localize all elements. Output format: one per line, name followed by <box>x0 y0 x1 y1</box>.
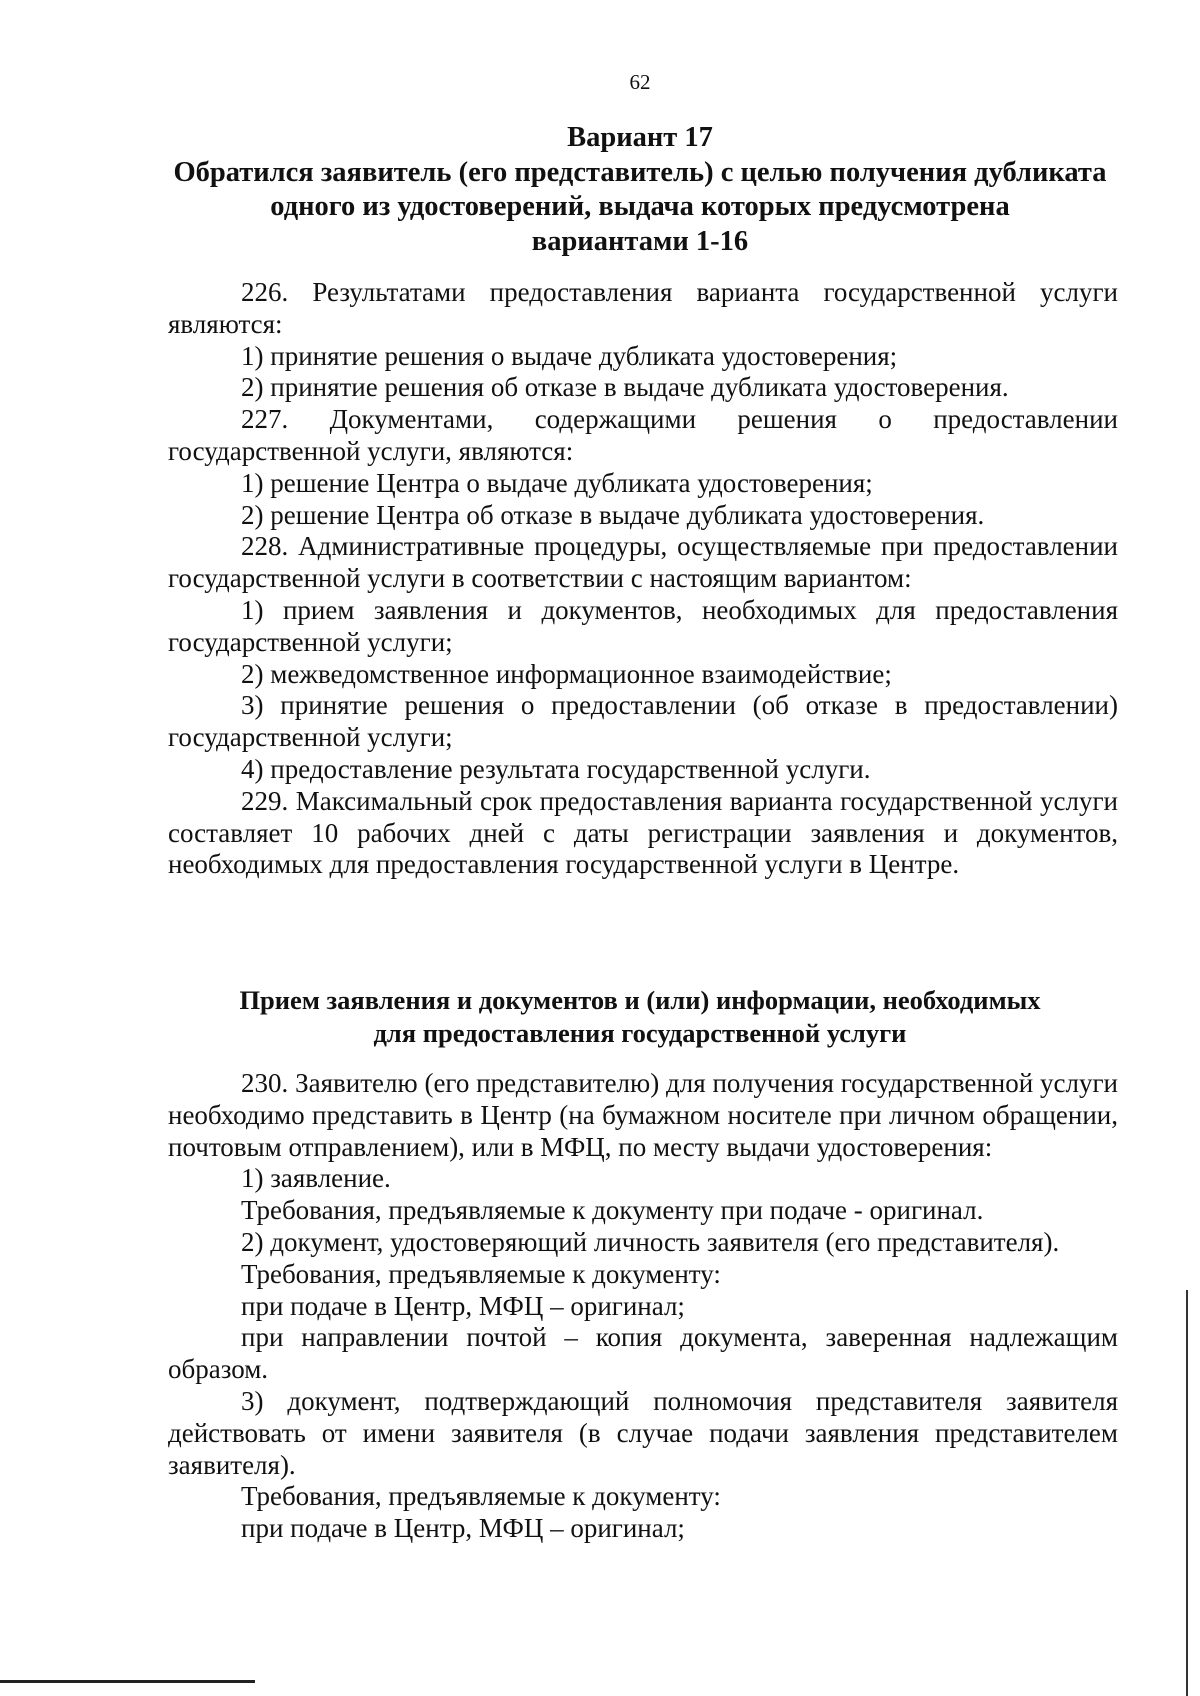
body-block-2 <box>168 1068 1118 1545</box>
requirement-text: Требования, предъявляемые к документу: <box>241 1258 721 1289</box>
list-item: 3) принятие решения о предоставлении (об отказе в предоставлении) государственной услуги; <box>168 690 1118 753</box>
section-heading-line-2: для предоставления государственной услуги <box>373 1018 907 1048</box>
variant-title-line-3: одного из удостоверений, выдача которых предусмотрена <box>270 191 1010 222</box>
requirement-text: Требования, предъявляемые к документу: <box>241 1481 721 1512</box>
footer-rule <box>0 1680 255 1683</box>
variant-title-line-2: Обратился заявитель (его представитель) с целью получения дубликата <box>173 156 1107 188</box>
list-item: 2) принятие решения об отказе в выдаче дубликата удостоверения. <box>241 372 1009 403</box>
body-block-1 <box>168 277 1118 881</box>
list-item: 2) межведомственное информационное взаимодействие; <box>241 658 892 689</box>
paragraph-228: 228. Административные процедуры, осуществляемые при предоставлении государственной услуги в соответствии с настоящим вариантом: <box>168 531 1118 594</box>
list-item: 2) документ, удостоверяющий личность заявителя (его представителя). <box>241 1226 1060 1257</box>
paragraph-229: 229. Максимальный срок предоставления варианта государственной услуги составляет 10 рабочих дней с даты регистрации заявления и документов, необходимых для предоставления государственной услуги в Центре. <box>168 785 1118 880</box>
requirement-text: Требования, предъявляемые к документу при подаче - оригинал. <box>241 1195 984 1226</box>
paragraph-226: 226. Результатами предоставления варианта государственной услуги являются: <box>168 277 1118 339</box>
list-item: 1) прием заявления и документов, необходимых для предоставления государственной услуги; <box>168 594 1118 657</box>
scan-edge-line <box>1186 1290 1188 1696</box>
paragraph-227: 227. Документами, содержащими решения о предоставлении государственной услуги, являются: <box>168 404 1118 466</box>
list-item: 1) заявление. <box>241 1163 391 1194</box>
variant-title <box>160 121 1120 259</box>
variant-title-line-4: вариантами 1-16 <box>531 225 749 257</box>
list-item: 1) решение Центра о выдаче дубликата удостоверения; <box>241 467 873 498</box>
requirement-text: при подаче в Центр, МФЦ – оригинал; <box>241 1290 685 1321</box>
requirement-text: при направлении почтой – копия документа, заверенная надлежащим образом. <box>168 1322 1118 1385</box>
list-item: 4) предоставление результата государственной услуги. <box>241 753 871 784</box>
section-heading <box>160 984 1120 1050</box>
paragraph-230: 230. Заявителю (его представителю) для получения государственной услуги необходимо представить в Центр (на бумажном носителе при личном обращении, почтовым отправлением), или в МФЦ, по месту выдачи удостоверения: <box>168 1068 1118 1162</box>
variant-title-line-1: Вариант 17 <box>567 122 713 153</box>
requirement-text: при подаче в Центр, МФЦ – оригинал; <box>241 1513 685 1544</box>
section-heading-line-1: Прием заявления и документов и (или) информации, необходимых <box>239 985 1041 1015</box>
list-item: 3) документ, подтверждающий полномочия представителя заявителя действовать от имени заявителя (в случае подачи заявления представителем заявителя). <box>168 1385 1118 1480</box>
page-number: 62 <box>629 70 651 94</box>
list-item: 1) принятие решения о выдаче дубликата удостоверения; <box>241 340 898 371</box>
list-item: 2) решение Центра об отказе в выдаче дубликата удостоверения. <box>241 499 985 530</box>
